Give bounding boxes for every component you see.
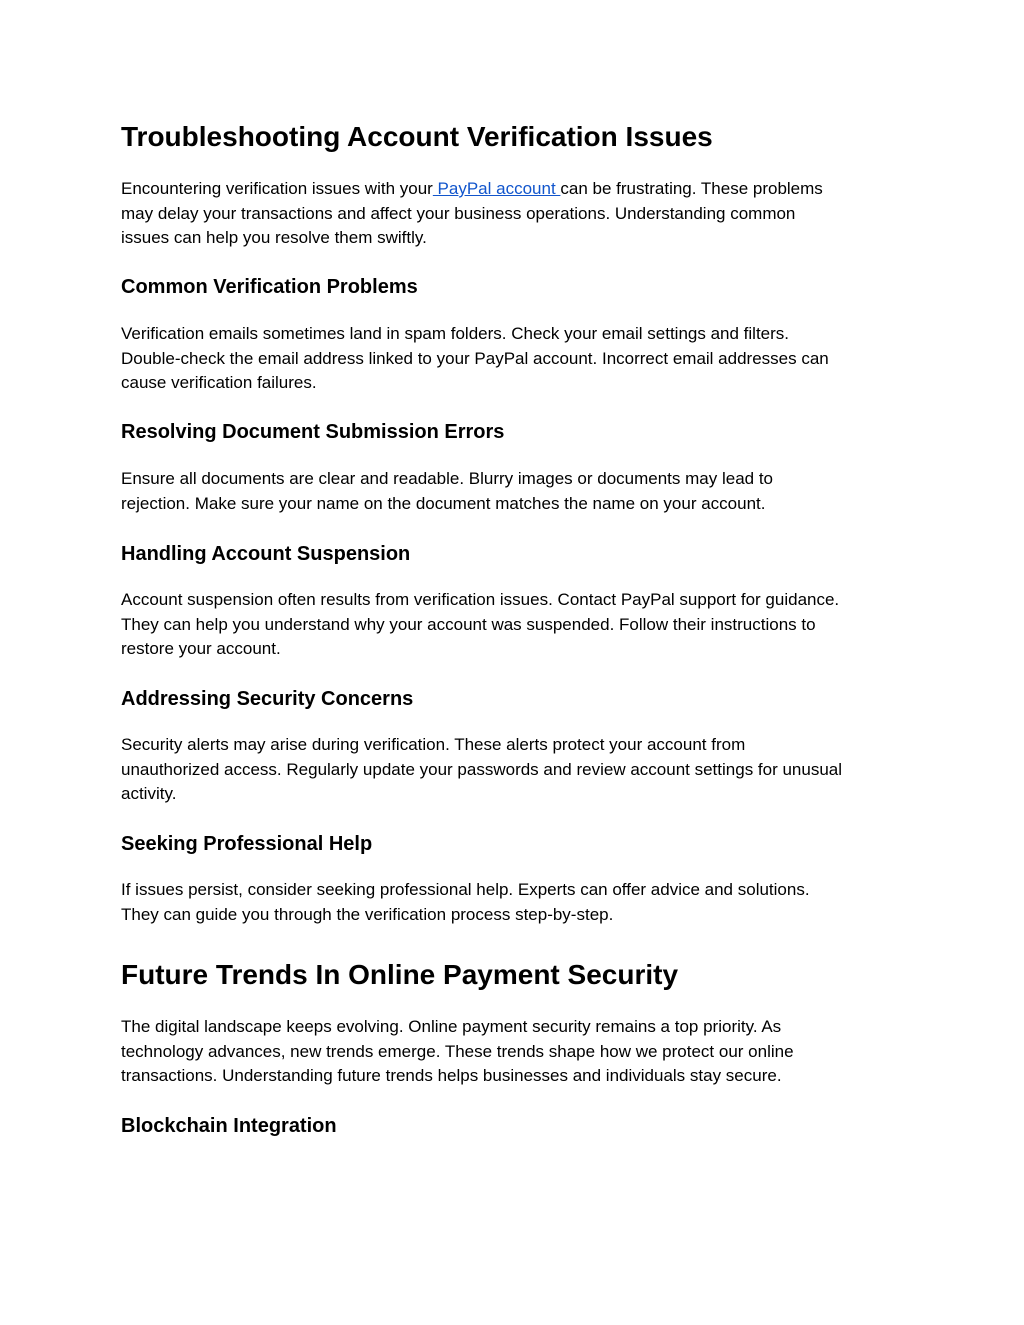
paragraph-line: transactions. Understanding future trends helps businesses and individuals stay secure. [121, 1066, 782, 1085]
paragraph-line: Account suspension often results from verification issues. Contact PayPal support for guidance. [121, 590, 840, 609]
heading-security-concerns: Addressing Security Concerns [121, 688, 414, 710]
heading-common-verification-problems: Common Verification Problems [121, 276, 418, 298]
paragraph-line: technology advances, new trends emerge. These trends shape how we protect our online [121, 1041, 794, 1061]
intro-text: can be frustrating. These problems [560, 179, 823, 198]
paragraph-line: activity. [121, 784, 177, 803]
heading-blockchain-integration: Blockchain Integration [121, 1115, 337, 1137]
paragraph-line: Double-check the email address linked to your PayPal account. Incorrect email addresses can [121, 348, 829, 368]
paragraph-line: They can guide you through the verification process step-by-step. [121, 904, 614, 924]
paragraph-common-verification-problems [121, 322, 829, 396]
intro-text: issues can help you resolve them swiftly. [121, 228, 427, 247]
paypal-account-link[interactable]: PayPal account [432, 179, 561, 198]
paragraph-line: unauthorized access. Regularly update your passwords and review account settings for unusual [121, 759, 843, 779]
paragraph-future-trends [121, 1015, 794, 1089]
paragraph-account-suspension [121, 588, 839, 662]
heading-professional-help: Seeking Professional Help [121, 833, 373, 855]
paragraph-professional-help [121, 878, 810, 927]
intro-text: may delay your transactions and affect your business operations. Understanding common [121, 203, 796, 223]
intro-paragraph [121, 177, 823, 251]
paragraph-line: Security alerts may arise during verification. These alerts protect your account from [121, 735, 746, 754]
intro-text: Encountering verification issues with your [121, 179, 433, 198]
section-title-future-trends: Future Trends In Online Payment Security [121, 959, 679, 990]
heading-document-submission-errors: Resolving Document Submission Errors [121, 421, 505, 443]
paragraph-line: The digital landscape keeps evolving. Online payment security remains a top priority. As [121, 1017, 782, 1036]
paragraph-security-concerns [121, 733, 842, 807]
paragraph-line: Ensure all documents are clear and readable. Blurry images or documents may lead to [121, 469, 774, 488]
heading-account-suspension: Handling Account Suspension [121, 543, 411, 565]
paragraph-document-submission-errors [121, 467, 773, 516]
paragraph-line: rejection. Make sure your name on the document matches the name on your account. [121, 493, 766, 513]
paragraph-line: They can help you understand why your account was suspended. Follow their instructions to [121, 614, 816, 634]
paragraph-line: restore your account. [121, 639, 281, 658]
paragraph-line: Verification emails sometimes land in spam folders. Check your email settings and filters. [121, 324, 790, 343]
paragraph-line: If issues persist, consider seeking professional help. Experts can offer advice and solutions. [121, 880, 810, 899]
paragraph-line: cause verification failures. [121, 373, 317, 392]
section-title-troubleshooting: Troubleshooting Account Verification Issues [121, 121, 713, 152]
